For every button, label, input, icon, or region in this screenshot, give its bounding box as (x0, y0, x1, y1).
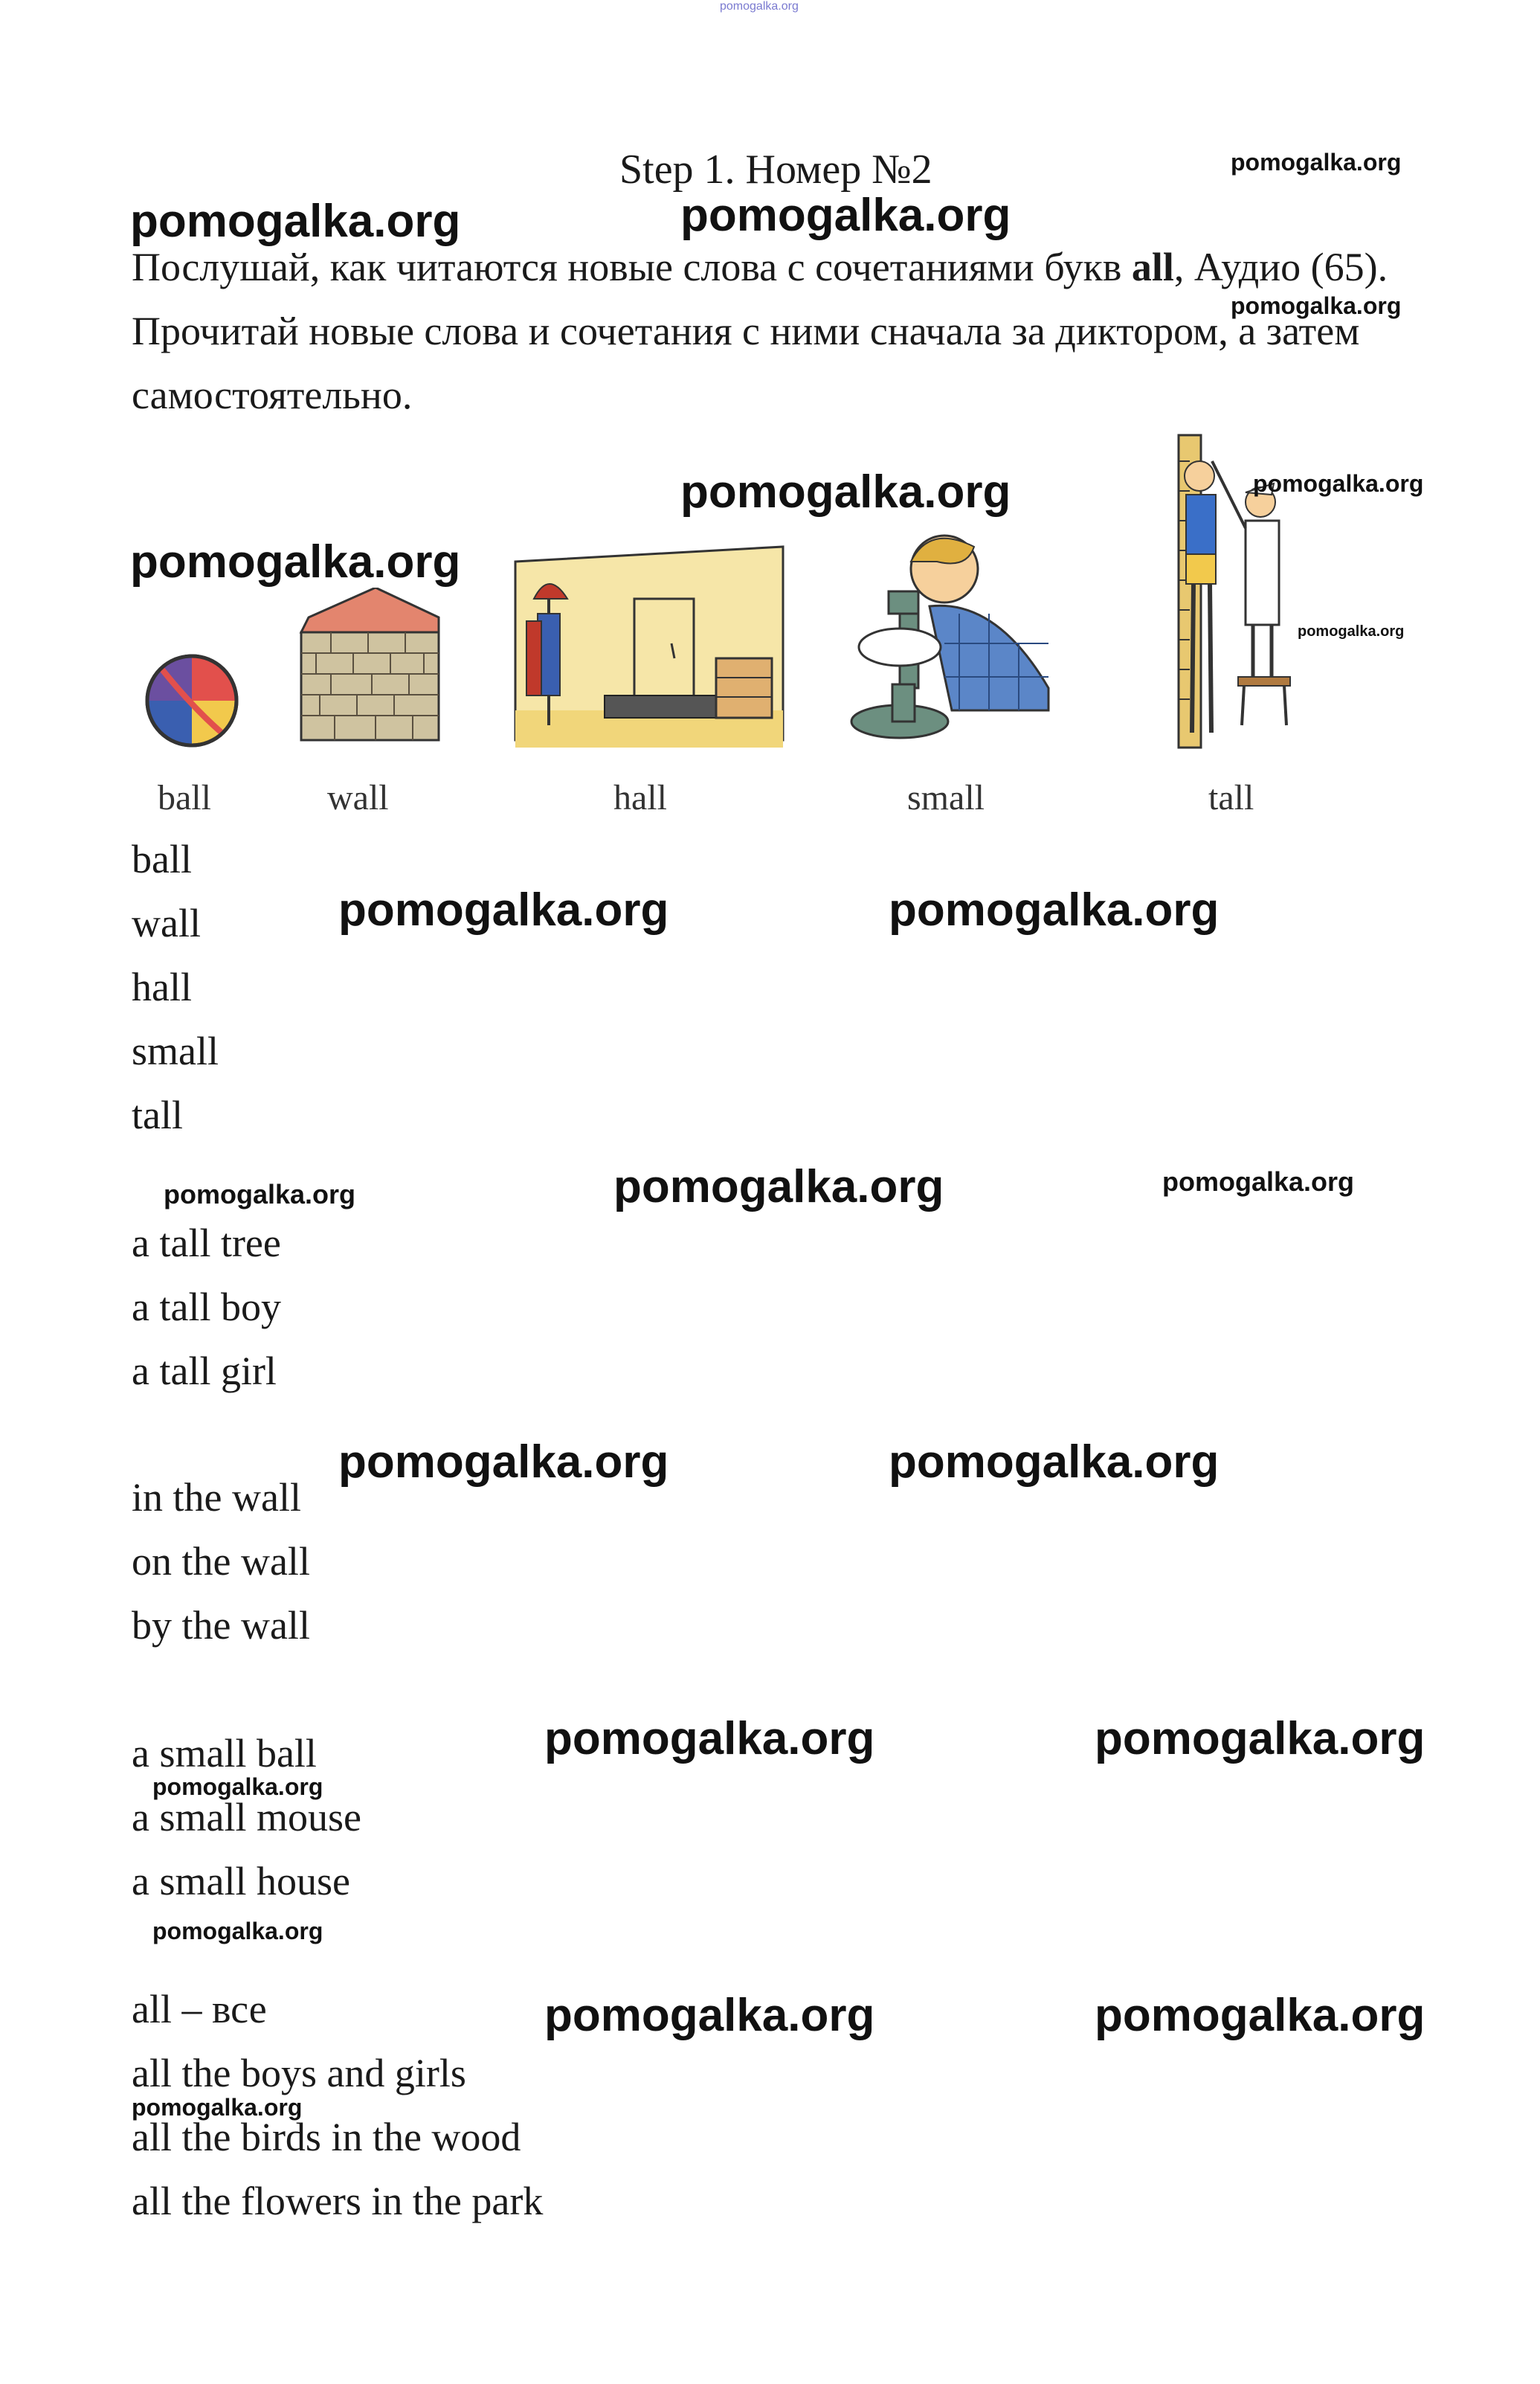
intro-paragraph (132, 235, 1425, 427)
ball-illustration (140, 647, 244, 751)
list-item: a tall girl (132, 1349, 277, 1393)
list-item: a small mouse (132, 1795, 361, 1840)
list-item: all the boys and girls (132, 2051, 466, 2095)
watermark: pomogalka.org (152, 1918, 323, 1944)
intro-text-start: Послушай, как читаются новые слова с сочетаниями букв (132, 245, 1132, 289)
list-item: all the birds in the wood (132, 2115, 521, 2159)
caption-small: small (907, 778, 985, 817)
watermark: pomogalka.org (1095, 1990, 1425, 2041)
watermark: pomogalka.org (889, 884, 1220, 936)
caption-hall: hall (613, 778, 667, 817)
list-item: a small ball (132, 1731, 317, 1776)
list-item: all the flowers in the park (132, 2179, 544, 2223)
watermark: pomogalka.org (1253, 470, 1424, 497)
watermark: pomogalka.org (338, 1436, 669, 1488)
watermark: pomogalka.org (130, 536, 461, 588)
list-item: a small house (132, 1859, 350, 1903)
list-item: small (132, 1029, 219, 1073)
watermark: pomogalka.org (152, 1773, 323, 1800)
intro-text-end: , Аудио (65). Прочитай новые слова и сочетания с ними сначала за диктором, а затем самостоятельно. (132, 245, 1388, 417)
watermark: pomogalka.org (1231, 292, 1402, 319)
caption-wall: wall (327, 778, 389, 817)
list-item: a tall boy (132, 1285, 281, 1329)
watermark: pomogalka.org (1162, 1166, 1355, 1197)
hall-illustration (508, 539, 790, 755)
caption-tall: tall (1208, 778, 1254, 817)
watermark: pomogalka.org (1095, 1713, 1425, 1764)
watermark: pomogalka.org (1231, 149, 1402, 176)
list-item: hall (132, 965, 192, 1009)
list-item: by the wall (132, 1603, 310, 1648)
list-item: ball (132, 837, 192, 881)
top-watermark: pomogalka.org (720, 0, 799, 13)
wall-illustration (286, 588, 442, 751)
page-title: Step 1. Номер №2 (619, 147, 932, 193)
list-item: in the wall (132, 1475, 301, 1520)
list-item: on the wall (132, 1539, 310, 1584)
watermark: pomogalka.org (613, 1161, 944, 1212)
watermark: pomogalka.org (889, 1436, 1220, 1488)
watermark: pomogalka.org (132, 2094, 303, 2121)
caption-ball: ball (158, 778, 211, 817)
list-item: wall (132, 901, 201, 945)
small-illustration (848, 517, 1063, 755)
watermark: pomogalka.org (164, 1179, 356, 1209)
watermark: pomogalka.org (130, 196, 461, 247)
list-item: all – все (132, 1987, 267, 2031)
watermark: pomogalka.org (1298, 623, 1405, 640)
intro-bold-letters: all (1131, 245, 1174, 289)
watermark: pomogalka.org (338, 884, 669, 936)
watermark: pomogalka.org (544, 1713, 875, 1764)
watermark: pomogalka.org (544, 1990, 875, 2041)
list-item: a tall tree (132, 1221, 281, 1265)
list-item: tall (132, 1093, 183, 1137)
watermark: pomogalka.org (680, 190, 1011, 241)
watermark: pomogalka.org (680, 466, 1011, 518)
